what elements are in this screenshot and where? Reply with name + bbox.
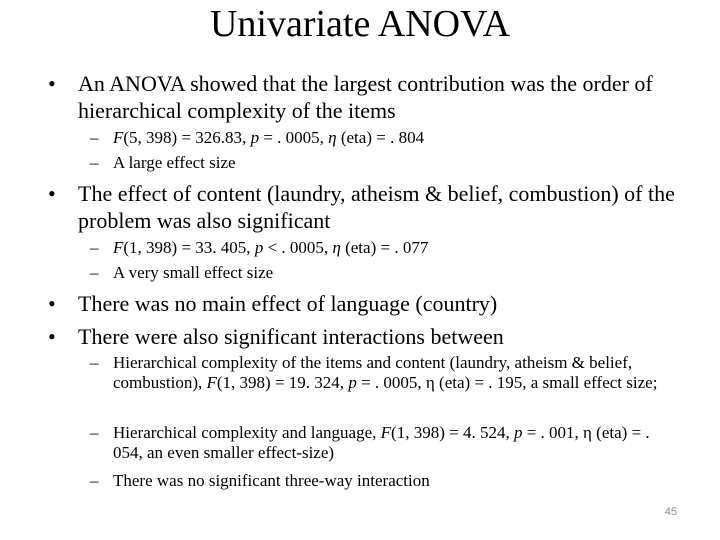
dash-marker: – (90, 353, 99, 372)
dash-marker: – (90, 263, 99, 282)
bullet-2-sub-2: – A very small effect size (90, 263, 274, 282)
f-symbol: F (380, 423, 392, 442)
bullet-4-sub-1: – Hierarchical complexity of the items and content (laundry, atheism & belief, combustion), F(1, 398) = 19. 324, p = . 0005, η (eta) = . 195, a small effect size; (90, 353, 658, 392)
page-number: 45 (664, 506, 677, 518)
p-symbol: p (513, 423, 523, 442)
dash-marker: – (90, 238, 99, 257)
bullet-2-text: The effect of content (laundry, atheism & belief, combustion) of the problem was also significant (78, 181, 675, 233)
bullet-4 (48, 323, 698, 350)
dash-marker: – (90, 153, 99, 172)
p-symbol: p (348, 373, 357, 392)
bullet-3-text: There was no main effect of language (country) (78, 291, 498, 316)
bullet-2-sub-1: – F(1, 398) = 33. 405, p < . 0005, η (eta) = . 077 (90, 238, 429, 257)
slide-title: Univariate ANOVA (209, 3, 511, 45)
bullet-marker: • (48, 291, 56, 316)
p-symbol: p (254, 238, 264, 257)
f-symbol: F (206, 373, 217, 392)
eta-symbol: η (332, 238, 341, 257)
bullet-1-sub-1: – F(5, 398) = 326.83, p = . 0005, η (eta) = . 804 (90, 128, 425, 147)
bullet-4-sub-3: – There was no significant three-way interaction (90, 471, 430, 490)
dash-marker: – (90, 128, 99, 147)
bullet-1-sub-2: – A large effect size (90, 153, 236, 172)
f-symbol: F (113, 238, 124, 257)
bullet-1-text: An ANOVA showed that the largest contribution was the order of hierarchical complexity of the items (78, 71, 653, 123)
bullet-4-sub-2: – Hierarchical complexity and language, F(1, 398) = 4. 524, p = . 001, η (eta) = . 054, an even smaller effect-size) (90, 423, 650, 462)
f-symbol: F (113, 128, 124, 147)
bullet-marker: • (48, 324, 56, 349)
dash-marker: – (90, 423, 99, 442)
bullet-2 (48, 180, 698, 234)
p-symbol: p (250, 128, 260, 147)
bullet-3 (48, 290, 698, 317)
bullet-marker: • (48, 71, 56, 96)
bullet-4-text: There were also significant interactions between (78, 324, 504, 349)
eta-symbol: η (328, 128, 337, 147)
bullet-marker: • (48, 181, 56, 206)
bullet-1 (48, 70, 688, 124)
dash-marker: – (90, 471, 99, 490)
